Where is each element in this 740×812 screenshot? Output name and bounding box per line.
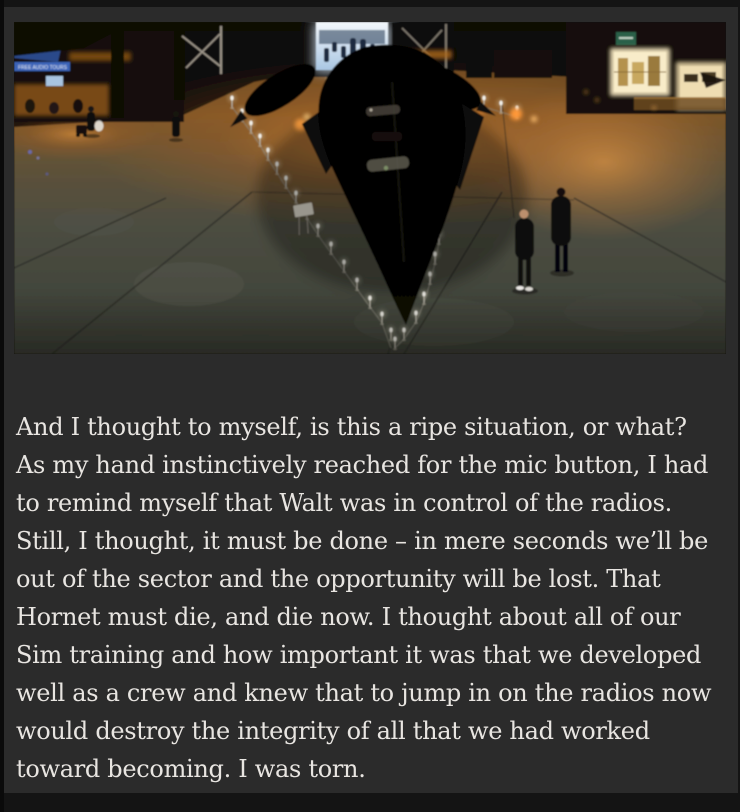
audio-tours-banner bbox=[14, 62, 70, 71]
white-bag bbox=[95, 121, 104, 132]
story-line: As my hand instinctively reached for the mic button, I had bbox=[16, 451, 709, 479]
museum-photo-illustration bbox=[14, 22, 726, 354]
exhibit-table bbox=[634, 98, 726, 110]
story-line: Still, I thought, it must be done – in mere seconds we’ll be bbox=[16, 527, 709, 555]
stroller bbox=[76, 125, 87, 134]
story-line: Hornet must die, and die now. I thought about all of our bbox=[16, 603, 681, 631]
column bbox=[111, 30, 124, 118]
bottom-vignette bbox=[14, 292, 726, 354]
story-line: well as a crew and knew that to jump in on the radios now bbox=[16, 679, 712, 707]
post-card bbox=[4, 7, 738, 793]
info-monitor bbox=[46, 75, 63, 86]
audio-tours-banner-text: FREE AUDIO TOURS bbox=[18, 65, 67, 71]
story-line: toward becoming. I was torn. bbox=[16, 755, 366, 783]
hero-image[interactable] bbox=[14, 22, 726, 354]
story-line: would destroy the integrity of all that we had worked bbox=[16, 717, 650, 745]
story-line: out of the sector and the opportunity will be lost. That bbox=[16, 565, 661, 593]
column bbox=[174, 30, 185, 100]
story-paragraph bbox=[16, 408, 728, 788]
story-line: to remind myself that Walt was in control of the radios. bbox=[16, 489, 672, 517]
story-line: And I thought to myself, is this a ripe situation, or what? bbox=[16, 413, 687, 441]
story-line: Sim training and how important it was that we developed bbox=[16, 641, 702, 669]
green-sign bbox=[616, 32, 636, 45]
